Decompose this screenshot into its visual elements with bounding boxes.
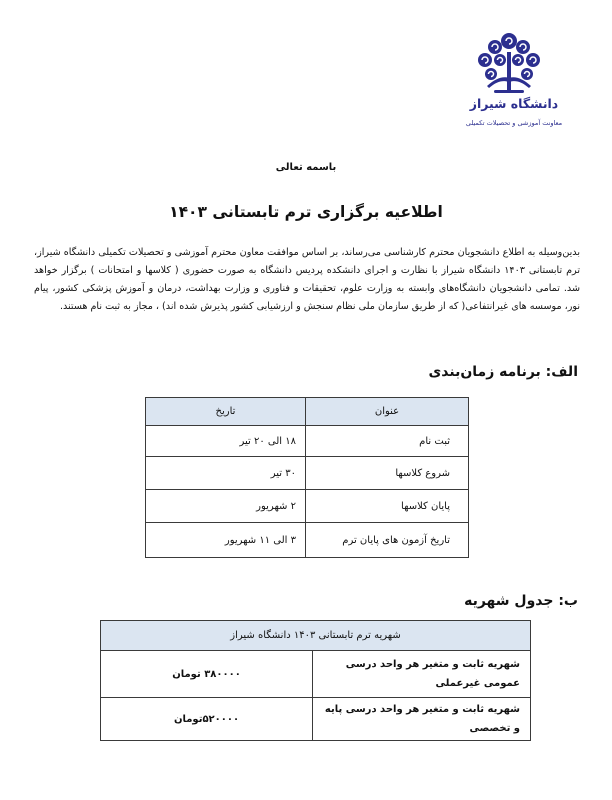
schedule-table (145, 397, 469, 558)
schedule-row-title: تاریخ آزمون های پایان ترم (306, 523, 469, 558)
tuition-row (101, 651, 531, 698)
tuition-table (100, 620, 531, 741)
schedule-row (146, 490, 469, 523)
schedule-header-date: تاریخ (146, 398, 306, 426)
schedule-row (146, 457, 469, 490)
page-title: اطلاعیه برگزاری ترم تابستانی ۱۴۰۳ (169, 203, 443, 221)
tuition-row (101, 698, 531, 741)
schedule-row-title: پایان کلاسها (306, 490, 469, 523)
schedule-row (146, 523, 469, 558)
schedule-row-date: ۱۸ الی ۲۰ تیر (146, 426, 306, 457)
tuition-table-title: شهریه ترم تابستانی ۱۴۰۳ دانشگاه شیراز (101, 621, 531, 651)
schedule-heading: الف: برنامه زمان‌بندی (428, 364, 578, 380)
tuition-row-item: شهریه ثابت و متغیر هر واحد درسی عمومی غیرعملی (313, 651, 531, 698)
schedule-header-row (146, 398, 469, 426)
university-logo (460, 32, 568, 138)
schedule-row-date: ۳۰ تیر (146, 457, 306, 490)
schedule-header-title: عنوان (306, 398, 469, 426)
schedule-row-title: شروع کلاسها (306, 457, 469, 490)
university-name: دانشگاه شیراز (469, 96, 559, 111)
department-name: معاونت آموزشی و تحصیلات تکمیلی (465, 119, 563, 127)
tuition-heading: ب: جدول شهریه (464, 593, 578, 609)
schedule-row-title: ثبت نام (306, 426, 469, 457)
intro-paragraph: بدین‌وسیله به اطلاع دانشجویان محترم کارشناسی می‌رساند، بر اساس موافقت معاون محترم آموزشی و تحصیلات تکمیلی دانشگاه شیراز، ترم تابستانی ۱۴۰۳ دانشگاه شیراز با نظارت و اجرای دانشکده پردیس دانشگاه به صورت حضوری ( کلاسها و امتحانات ) برگزار خواهد شد. تمامی دانشجویان دانشگاه‌های وابسته به وزارت علوم، تحقیقات و فناوری و وزارت بهداشت، درمان و آموزش پزشکی کشور، پیام نور، موسسه های غیرانتفاعی( که از طریق سازمان ملی نظام سنجش و ارزشیابی کشور پذیرش شده اند) ، مجاز به ثبت نام هستند. (34, 247, 581, 312)
schedule-row-date: ۲ شهریور (146, 490, 306, 523)
tuition-row-amount: ۵۲۰۰۰۰تومان (101, 698, 313, 741)
schedule-row-date: ۳ الی ۱۱ شهریور (146, 523, 306, 558)
university-emblem-icon (476, 32, 542, 94)
tuition-header-row (101, 621, 531, 651)
tuition-row-amount: ۳۸۰۰۰۰ تومان (101, 651, 313, 698)
tuition-row-item: شهریه ثابت و متغیر هر واحد درسی پایه و تخصصی (313, 698, 531, 741)
invocation: باسمه تعالی (275, 162, 337, 173)
schedule-row (146, 426, 469, 457)
